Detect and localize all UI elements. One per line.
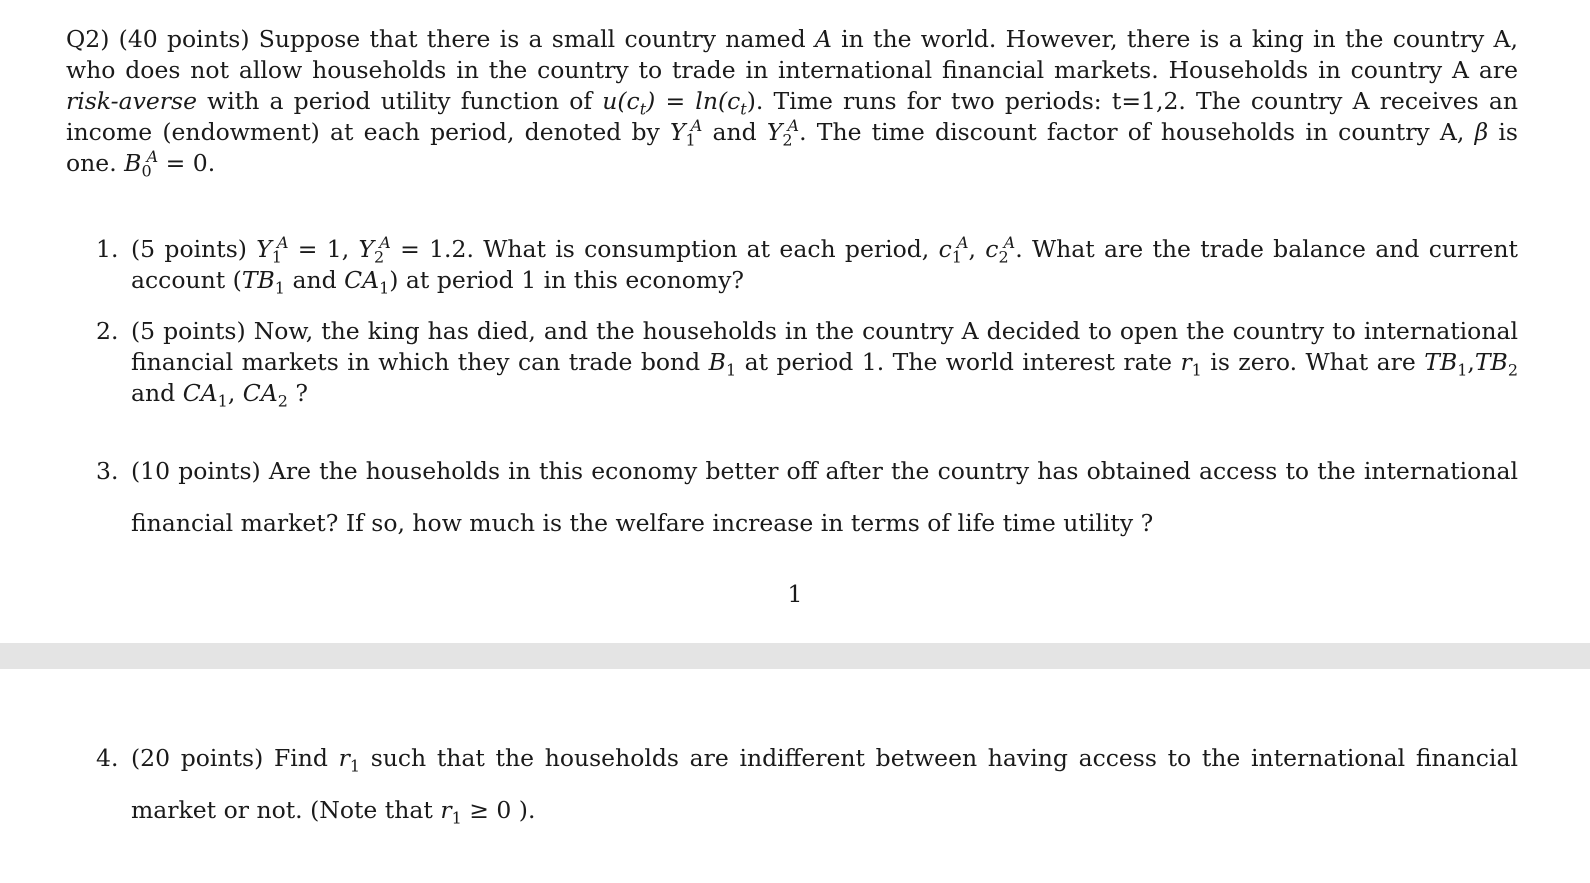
page-number: 1 <box>787 580 803 608</box>
question-intro: Q2) (40 points) Suppose that there is a small country named A in the world. However, there is a king in the country A, who does not allow households in the country to trade in international financial markets. Households in country A are risk-averse with a period utility function of $u(c_t) = \ln(c_t)$. Time runs for two periods: t=1,2. The country A receives an income (endowment) at each period, denoted by $Y_1^A$ and $Y_2^A$. The time discount factor of households in country A, β is one. $B_0^A = 0$. <box>66 25 1518 181</box>
initial-bond: $B_0^A$ <box>124 147 159 181</box>
document-page-2 <box>0 669 1590 883</box>
item-number: 1. <box>96 235 119 263</box>
sub-question-4: 4. (20 points) Find $r_1$ such that the households are indifferent between having access to the international financial market or not. (Note that $r_1 \ge 0$ ). <box>96 732 1518 836</box>
utility-function: $u(c_t) = \ln(c_t)$. <box>602 87 764 119</box>
item-number: 4. <box>96 744 119 772</box>
item-number: 3. <box>96 457 119 485</box>
sub-question-2: 2. (5 points) Now, the king has died, and the households in the country A decided to open the country to international financial markets in which they can trade bond $B_1$ at period 1. The world interest rate $r_1$ is zero. What are $TB_1,TB_2$ and $CA_1$, $CA_2$ ? <box>96 317 1518 411</box>
income-y1: $Y_1^A$ <box>670 116 703 150</box>
item-points: (5 points) <box>131 235 247 263</box>
item-points: (5 points) <box>131 317 246 345</box>
page-separator <box>0 643 1590 669</box>
item-points: (20 points) <box>131 744 264 772</box>
item-points: (10 points) <box>131 457 261 485</box>
sub-question-1: 1. (5 points) $Y_1^A = 1$, $Y_2^A = 1.2$. What is consumption at each period, $c_1^A$, $c_2^A$. What are the trade balance and current account ($TB_1$ and $CA_1$) at period 1 in this economy? <box>96 233 1518 298</box>
income-y2: $Y_2^A$ <box>766 116 800 150</box>
discount-factor: β <box>1474 118 1489 146</box>
question-heading: Q2) (40 points) <box>66 25 250 53</box>
item-number: 2. <box>96 317 119 345</box>
sub-question-3: 3. (10 points) Are the households in this economy better off after the country has obtained access to the international financial market? If so, how much is the welfare increase in terms of life time utility ? <box>96 445 1518 549</box>
risk-averse-term: risk-averse <box>66 87 197 115</box>
